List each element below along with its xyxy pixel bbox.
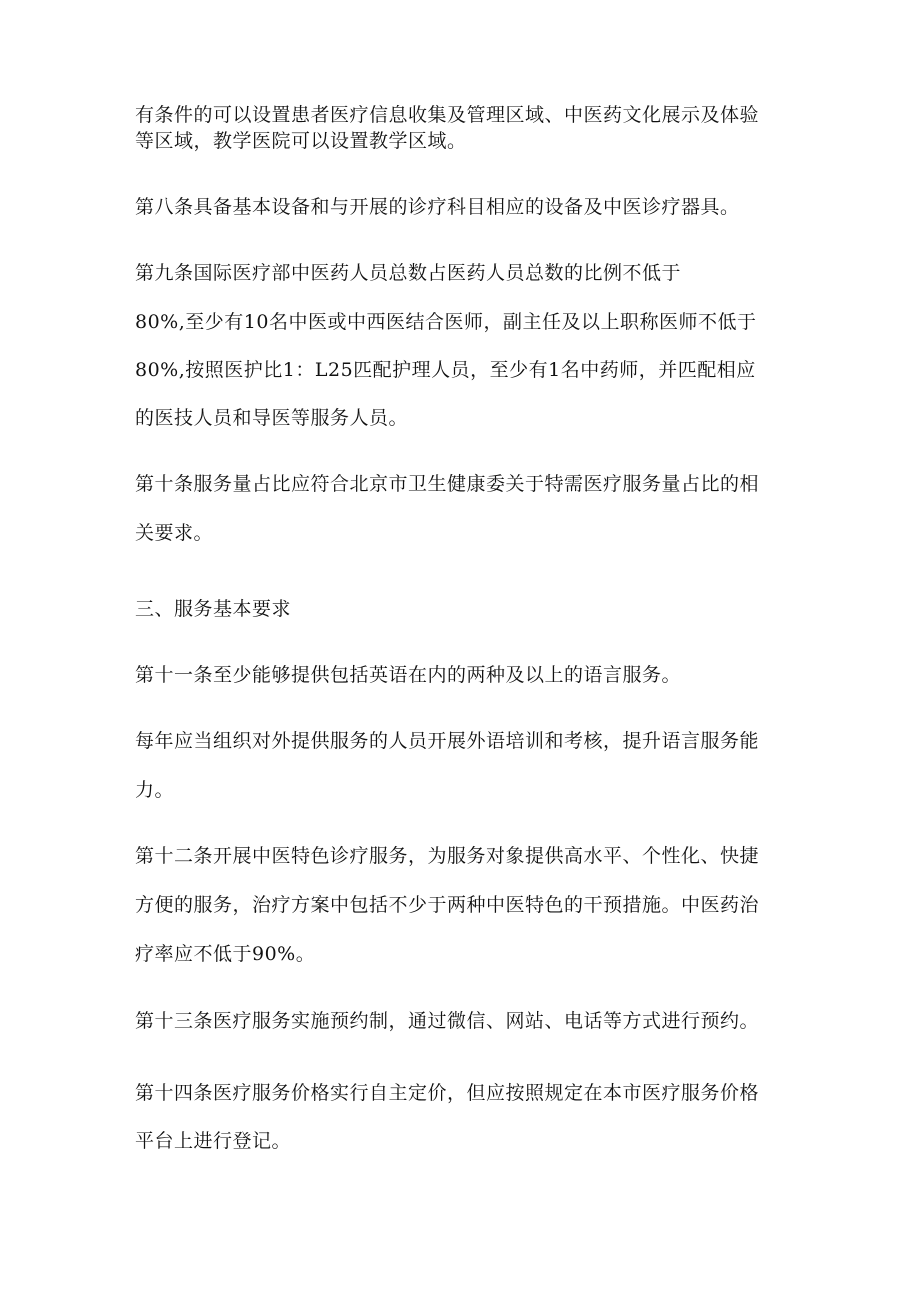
text-line: 有条件的可以设置患者医疗信息收集及管理区域、中医药文化展示及体验 bbox=[135, 104, 760, 126]
text-line: 80%,至少有10名中医或中西医结合医师，副主任及以上职称医师不低于 bbox=[135, 311, 757, 333]
text-line: 第十四条医疗服务价格实行自主定价，但应按照规定在本市医疗服务价格 bbox=[135, 1082, 760, 1104]
text-line: 第十条服务量占比应符合北京市卫生健康委关于特需医疗服务量占比的相 bbox=[135, 473, 760, 495]
text-line: 第十三条医疗服务实施预约制，通过微信、网站、电话等方式进行预约。 bbox=[135, 1010, 760, 1032]
text-line: 第十二条开展中医特色诊疗服务，为服务对象提供高水平、个性化、快捷 bbox=[135, 845, 760, 867]
text-line: 80%,按照医护比1：L25匹配护理人员，至少有1名中药师，并匹配相应 bbox=[135, 359, 756, 381]
text-line: 平台上进行登记。 bbox=[135, 1130, 292, 1152]
section-heading: 三、服务基本要求 bbox=[135, 598, 292, 620]
text-line: 第九条国际医疗部中医药人员总数占医药人员总数的比例不低于 bbox=[135, 262, 682, 284]
text-line: 力。 bbox=[135, 779, 175, 801]
text-line: 第十一条至少能够提供包括英语在内的两种及以上的语言服务。 bbox=[135, 664, 682, 686]
text-line: 方便的服务，治疗方案中包括不少于两种中医特色的干预措施。中医药治 bbox=[135, 894, 760, 916]
text-line: 第八条具备基本设备和与开展的诊疗科目相应的设备及中医诊疗器具。 bbox=[135, 196, 740, 218]
text-line: 每年应当组织对外提供服务的人员开展外语培训和考核，提升语言服务能 bbox=[135, 730, 760, 752]
text-line: 的医技人员和导医等服务人员。 bbox=[135, 407, 409, 429]
text-line: 关要求。 bbox=[135, 522, 214, 544]
text-line: 等区域，教学医院可以设置教学区域。 bbox=[135, 130, 467, 152]
text-line: 疗率应不低于90%。 bbox=[135, 943, 316, 965]
